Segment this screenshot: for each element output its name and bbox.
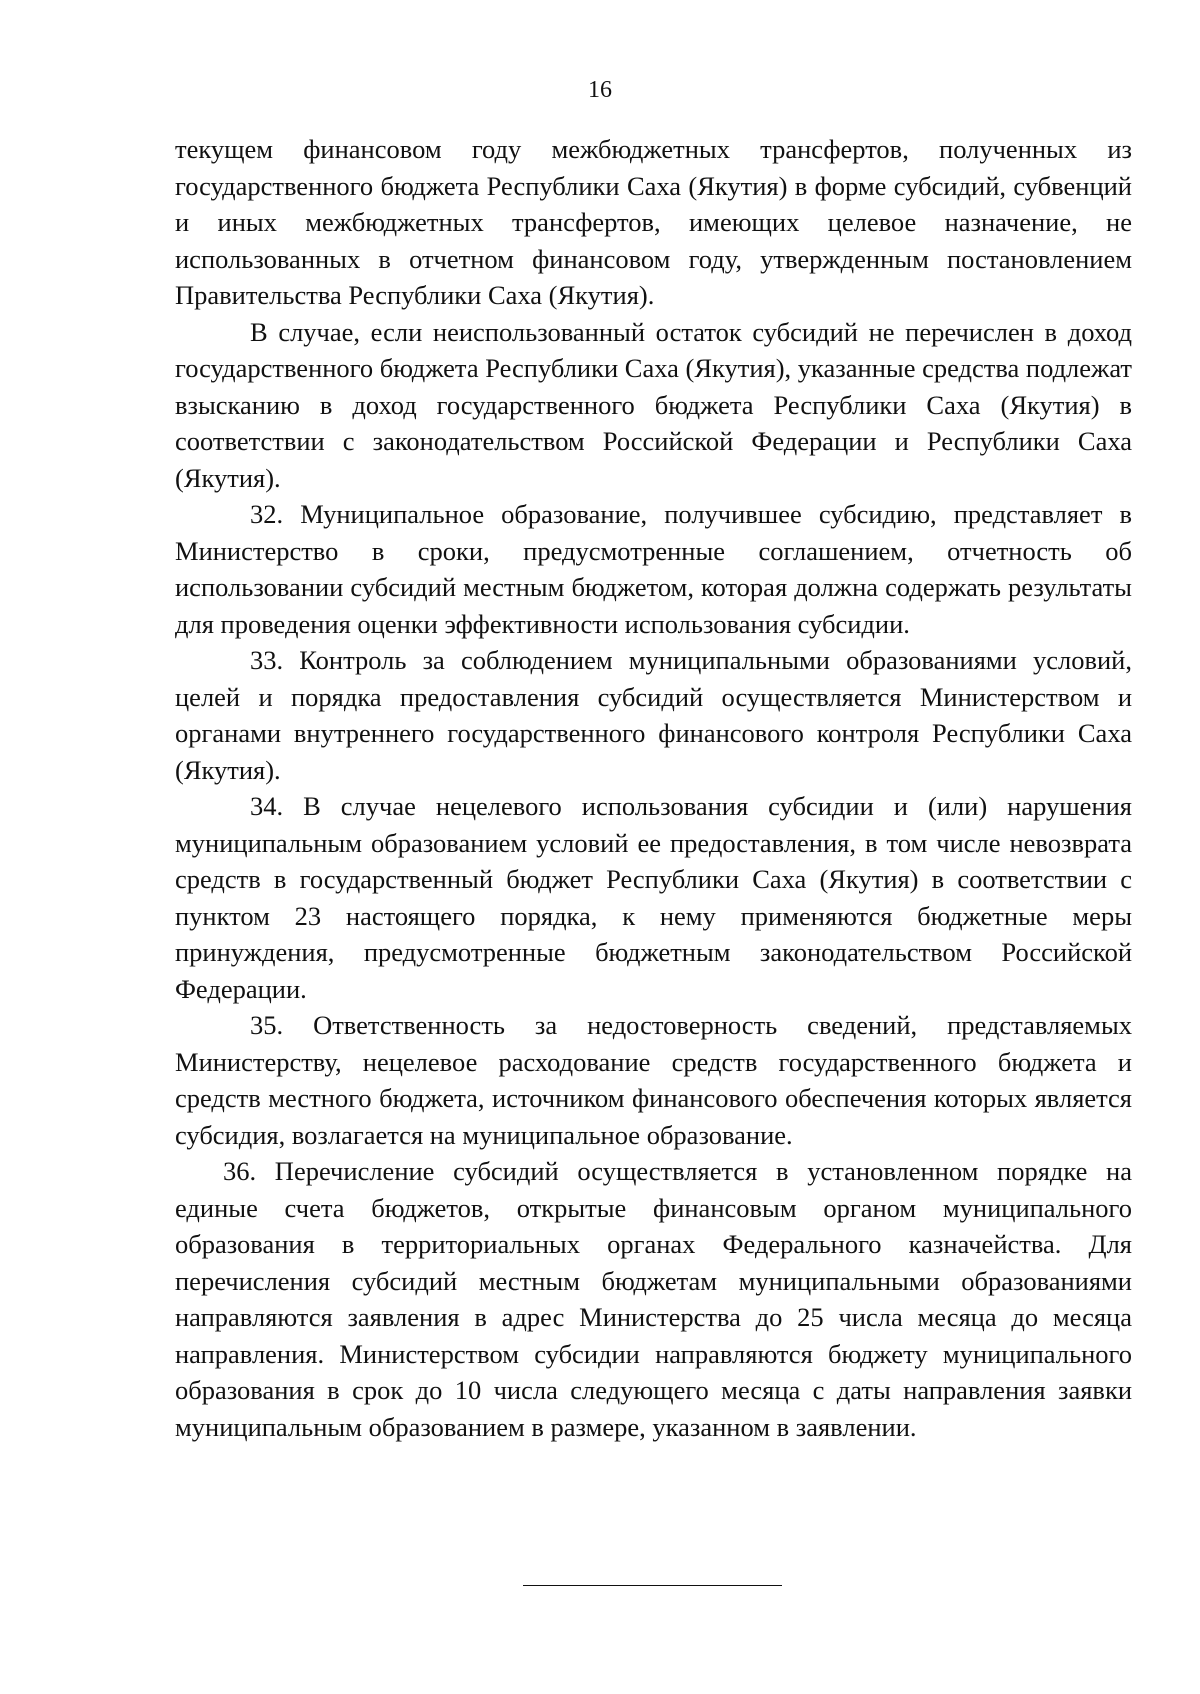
paragraph-continuation: текущем финансовом году межбюджетных трансфертов, полученных из государственного бюджета Республики Саха (Якутия) в форме субсидий, субвенций и иных межбюджетных трансфертов, имеющих целевое назначение, не использованных в отчетном финансовом году, утвержденным постановлением Правительства Республики Саха (Якутия). [175,134,1132,310]
paragraph-clause-32: 32. Муниципальное образование, получившее субсидию, представляет в Министерство в сроки, предусмотренные соглашением, отчетность об использовании субсидий местным бюджетом, которая должна содержать результаты для проведения оценки эффективности использования субсидии. [175,499,1132,639]
paragraph-clause-33: 33. Контроль за соблюдением муниципальными образованиями условий, целей и порядка предоставления субсидий осуществляется Министерством и органами внутреннего государственного финансового контроля Республики Саха (Якутия). [175,645,1132,785]
paragraph-unused-balance: В случае, если неиспользованный остаток субсидий не перечислен в доход государственного бюджета Республики Саха (Якутия), указанные средства подлежат взысканию в доход государственного бюджета Республики Саха (Якутия) в соответствии с законодательством Российской Федерации и Республики Саха (Якутия). [175,316,1132,493]
paragraph-clause-34: 34. В случае нецелевого использования субсидии и (или) нарушения муниципальным образованием условий ее предоставления, в том числе невозврата средств в государственный бюджет Республики Саха (Якутия) в соответствии с пунктом 23 настоящего порядка, к нему применяются бюджетные меры принуждения, предусмотренные бюджетным законодательством Российской Федерации. [175,791,1132,1004]
paragraph-clause-36: 36. Перечисление субсидий осуществляется в установленном порядке на единые счета бюджетов, открытые финансовым органом муниципального образования в территориальных органах Федерального казначейства. Для перечисления субсидий местным бюджетам муниципальными образованиями направляются заявления в адрес Министерства до 25 числа месяца до месяца направления. Министерством субсидии направляются бюджету муниципального образования в срок до 10 числа следующего месяца с даты направления заявки муниципальным образованием в размере, указанном в заявлении. [175,1156,1132,1442]
page-number: 16 [588,77,612,103]
document-end-rule [523,1585,782,1586]
paragraph-clause-35: 35. Ответственность за недостоверность сведений, представляемых Министерству, нецелевое расходование средств государственного бюджета и средств местного бюджета, источником финансового обеспечения которых является субсидия, возлагается на муниципальное образование. [175,1010,1132,1150]
document-body [175,131,1132,1445]
